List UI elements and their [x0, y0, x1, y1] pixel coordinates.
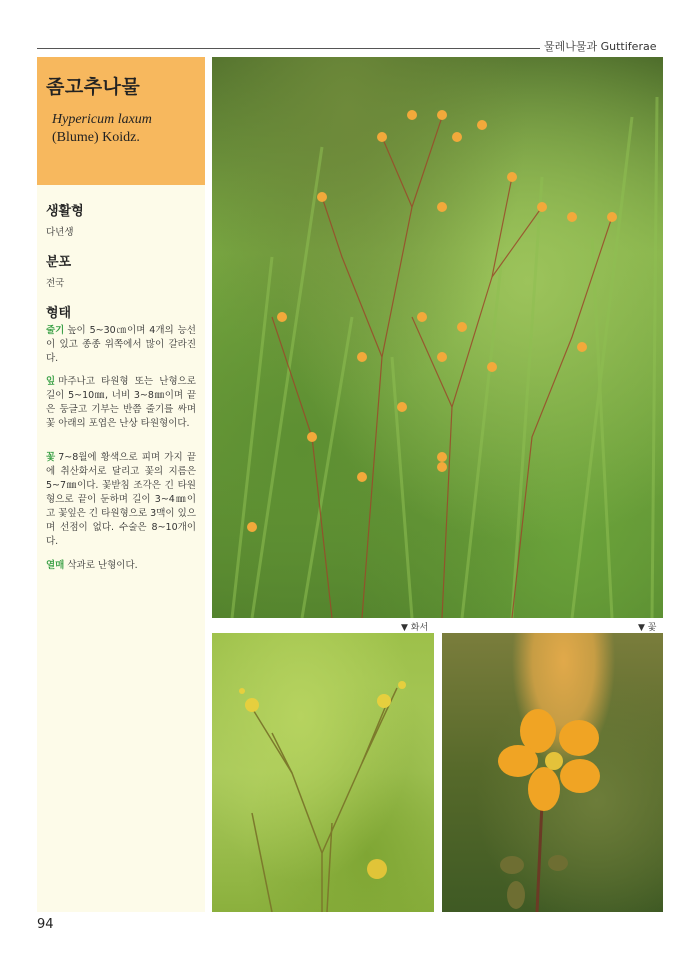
flower-caption: ▼ 꽃 [638, 623, 657, 633]
leaf-keyword: 잎 [46, 376, 56, 387]
family-header: 물레나물과 Guttiferae [544, 40, 657, 53]
habitat-photo-art [212, 57, 663, 618]
fruit-paragraph [46, 559, 196, 573]
distribution-body: 전국 [46, 278, 65, 289]
stem-paragraph [46, 324, 196, 366]
species-korean-name: 좀고추나물 [46, 76, 141, 98]
header-rule [37, 48, 540, 49]
inflorescence-caption: ▼ 화서 [401, 623, 429, 633]
flower-paragraph [46, 451, 196, 549]
flower-text: 7~8월에 황색으로 피며 가지 끝에 취산화서로 달리고 꽃의 지름은 5~7㎜이다. 꽃받침 조각은 긴 타원형으로 끝이 둔하며 길이 3~4㎜이고 꽃잎은 긴 타원형으로 3맥이 있으며 선점이 없다. 수술은 8~10개이다. [46, 452, 196, 547]
flower-keyword: 꽃 [46, 452, 56, 463]
habitat-photo [212, 57, 663, 618]
fruit-text: 삭과로 난형이다. [67, 560, 138, 571]
life-form-body: 다년생 [46, 227, 74, 238]
inflorescence-photo-art [212, 633, 434, 912]
flower-photo [442, 633, 663, 912]
species-scientific-name [52, 111, 202, 147]
distribution-heading: 분포 [46, 255, 72, 270]
inflorescence-photo [212, 633, 434, 912]
page-number: 94 [37, 917, 54, 932]
leaf-paragraph [46, 375, 196, 431]
morphology-heading: 형태 [46, 306, 72, 321]
scientific-binomial: Hypericum laxum [52, 112, 152, 127]
life-form-heading: 생활형 [46, 204, 84, 219]
flower-photo-art [442, 633, 663, 912]
stem-keyword: 줄기 [46, 325, 65, 336]
stem-text: 높이 5~30㎝이며 4개의 능선이 있고 종종 위쪽에서 많이 갈라진다. [46, 325, 196, 364]
scientific-author: (Blume) Koidz. [52, 130, 140, 145]
leaf-text: 마주나고 타원형 또는 난형으로 길이 5~10㎜, 너비 3~8㎜이며 끝은 둥글고 기부는 반쯤 줄기를 싸며 꽃 아래의 포엽은 난상 타원형이다. [46, 376, 196, 429]
fruit-keyword: 열매 [46, 560, 65, 571]
